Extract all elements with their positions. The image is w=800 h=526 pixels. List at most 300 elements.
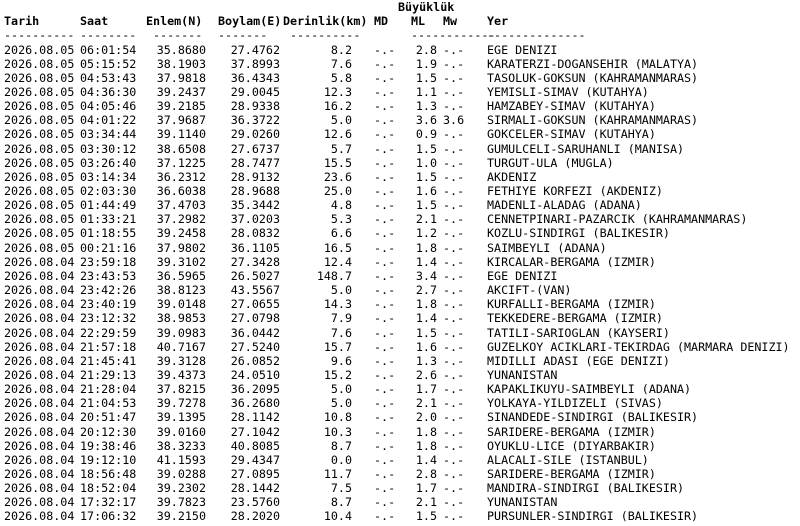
ml-cell: 1.7 bbox=[415, 481, 437, 496]
date-cell: 2026.08.05 bbox=[4, 141, 75, 156]
latitude-cell: 38.6508 bbox=[156, 141, 206, 156]
header-date: Tarih bbox=[4, 14, 40, 28]
separator-depth: ---------- bbox=[290, 28, 361, 42]
date-cell: 2026.08.04 bbox=[4, 254, 75, 269]
date-cell: 2026.08.04 bbox=[4, 382, 75, 397]
longitude-cell: 27.0655 bbox=[230, 297, 280, 312]
location-cell: KOZLU-SINDIRGI (BALIKESIR) bbox=[487, 226, 670, 241]
location-cell: TURGUT-ULA (MUGLA) bbox=[487, 155, 614, 170]
date-cell: 2026.08.04 bbox=[4, 325, 75, 340]
mw-cell: -.- bbox=[443, 169, 465, 184]
separator-time: -------- bbox=[80, 28, 137, 42]
location-cell: SARIDERE-BERGAMA (IZMIR) bbox=[487, 467, 656, 481]
time-cell: 01:33:21 bbox=[80, 212, 137, 227]
ml-cell: 1.9 bbox=[415, 56, 437, 71]
depth-cell: 10.3 bbox=[323, 424, 352, 439]
date-cell: 2026.08.05 bbox=[4, 212, 75, 227]
latitude-cell: 36.5965 bbox=[156, 268, 206, 283]
ml-cell: 3.6 bbox=[415, 113, 437, 128]
date-cell: 2026.08.05 bbox=[4, 113, 75, 128]
ml-cell: 1.1 bbox=[415, 84, 437, 99]
time-cell: 23:42:26 bbox=[80, 283, 137, 298]
latitude-cell: 37.1225 bbox=[156, 155, 206, 170]
location-cell: SINANDEDE-SINDIRGI (BALIKESIR) bbox=[487, 410, 699, 425]
depth-cell: 5.0 bbox=[330, 382, 352, 397]
latitude-cell: 39.7823 bbox=[156, 495, 206, 510]
time-cell: 23:12:32 bbox=[80, 311, 137, 326]
mw-cell: -.- bbox=[443, 353, 465, 368]
latitude-cell: 39.2458 bbox=[156, 226, 206, 241]
longitude-cell: 36.3722 bbox=[230, 113, 280, 128]
longitude-cell: 26.0852 bbox=[230, 353, 280, 368]
date-cell: 2026.08.04 bbox=[4, 339, 75, 354]
md-cell: -.- bbox=[374, 99, 396, 114]
location-cell: CENNETPINARI-PAZARCIK (KAHRAMANMARAS) bbox=[487, 212, 748, 227]
depth-cell: 7.6 bbox=[330, 325, 352, 340]
latitude-cell: 36.6038 bbox=[156, 184, 206, 198]
separator-latitude: ------- bbox=[153, 28, 203, 42]
time-cell: 04:53:43 bbox=[80, 70, 137, 85]
latitude-cell: 39.2302 bbox=[156, 481, 206, 496]
latitude-cell: 37.4703 bbox=[156, 198, 206, 213]
time-cell: 03:34:44 bbox=[80, 127, 137, 142]
mw-cell: -.- bbox=[443, 84, 465, 99]
ml-cell: 1.0 bbox=[415, 155, 437, 170]
date-cell: 2026.08.04 bbox=[4, 509, 75, 524]
mw-cell: 3.6 bbox=[443, 113, 465, 128]
depth-cell: 5.3 bbox=[330, 212, 352, 227]
date-cell: 2026.08.05 bbox=[4, 56, 75, 71]
latitude-cell: 36.2312 bbox=[156, 169, 206, 184]
longitude-cell: 28.9338 bbox=[230, 99, 280, 114]
latitude-cell: 39.7278 bbox=[156, 396, 206, 411]
md-cell: -.- bbox=[374, 396, 396, 411]
depth-cell: 5.0 bbox=[330, 113, 352, 128]
longitude-cell: 27.1042 bbox=[230, 424, 280, 439]
time-cell: 01:18:55 bbox=[80, 226, 137, 241]
time-cell: 23:43:53 bbox=[80, 268, 137, 283]
time-cell: 18:52:04 bbox=[80, 481, 137, 496]
longitude-cell: 35.3442 bbox=[230, 198, 280, 213]
mw-cell: -.- bbox=[443, 509, 465, 524]
longitude-cell: 27.0895 bbox=[230, 467, 280, 481]
longitude-cell: 28.1142 bbox=[230, 410, 280, 425]
ml-cell: 1.8 bbox=[415, 240, 437, 255]
latitude-cell: 39.3102 bbox=[156, 254, 206, 269]
date-cell: 2026.08.04 bbox=[4, 467, 75, 481]
location-cell: YUNANISTAN bbox=[487, 367, 558, 382]
column-header-row bbox=[0, 14, 509, 28]
location-cell: PURSUNLER-SINDIRGI (BALIKESIR) bbox=[487, 509, 699, 524]
location-cell: KARATERZI-DOGANSEHIR (MALATYA) bbox=[487, 56, 699, 71]
md-cell: -.- bbox=[374, 169, 396, 184]
time-cell: 21:29:13 bbox=[80, 367, 137, 382]
location-cell: FETHIYE KORFEZI (AKDENIZ) bbox=[487, 184, 663, 198]
location-cell: MANDIRA-SINDIRGI (BALIKESIR) bbox=[487, 481, 685, 496]
longitude-cell: 27.5240 bbox=[230, 339, 280, 354]
longitude-cell: 28.9688 bbox=[230, 184, 280, 198]
header-md: MD bbox=[374, 14, 389, 28]
date-cell: 2026.08.04 bbox=[4, 452, 75, 467]
location-cell: KURFALLI-BERGAMA (IZMIR) bbox=[487, 297, 656, 312]
latitude-cell: 40.7167 bbox=[156, 339, 206, 354]
depth-cell: 16.5 bbox=[323, 240, 352, 255]
separator-row bbox=[0, 28, 586, 42]
mw-cell: -.- bbox=[443, 42, 465, 57]
date-cell: 2026.08.04 bbox=[4, 283, 75, 298]
depth-cell: 9.6 bbox=[330, 353, 352, 368]
longitude-cell: 36.1105 bbox=[230, 240, 280, 255]
ml-cell: 2.1 bbox=[415, 396, 437, 411]
ml-cell: 1.5 bbox=[415, 509, 437, 524]
date-cell: 2026.08.04 bbox=[4, 268, 75, 283]
longitude-cell: 29.0260 bbox=[230, 127, 280, 142]
mw-cell: -.- bbox=[443, 70, 465, 85]
time-cell: 22:29:59 bbox=[80, 325, 137, 340]
depth-cell: 148.7 bbox=[316, 268, 352, 283]
header-longitude: Boylam(E) bbox=[218, 14, 282, 28]
mw-cell: -.- bbox=[443, 467, 465, 481]
md-cell: -.- bbox=[374, 339, 396, 354]
mw-cell: -.- bbox=[443, 339, 465, 354]
time-cell: 23:59:18 bbox=[80, 254, 137, 269]
latitude-cell: 39.1395 bbox=[156, 410, 206, 425]
longitude-cell: 28.0832 bbox=[230, 226, 280, 241]
ml-cell: 1.4 bbox=[415, 311, 437, 326]
mw-cell: -.- bbox=[443, 99, 465, 114]
date-cell: 2026.08.05 bbox=[4, 155, 75, 170]
header-ml: ML bbox=[411, 14, 426, 28]
location-cell: TASOLUK-GOKSUN (KAHRAMANMARAS) bbox=[487, 70, 699, 85]
longitude-cell: 28.2020 bbox=[230, 509, 280, 524]
ml-cell: 2.1 bbox=[415, 495, 437, 510]
md-cell: -.- bbox=[374, 84, 396, 99]
depth-cell: 10.4 bbox=[323, 509, 352, 524]
mw-cell: -.- bbox=[443, 198, 465, 213]
location-cell: ALACALI-SILE (ISTANBUL) bbox=[487, 452, 649, 467]
time-cell: 21:28:04 bbox=[80, 382, 137, 397]
mw-cell: -.- bbox=[443, 311, 465, 326]
location-cell: YUNANISTAN bbox=[487, 495, 558, 510]
ml-cell: 1.5 bbox=[415, 198, 437, 213]
time-cell: 01:44:49 bbox=[80, 198, 137, 213]
date-cell: 2026.08.04 bbox=[4, 297, 75, 312]
latitude-cell: 38.3233 bbox=[156, 438, 206, 453]
latitude-cell: 39.0288 bbox=[156, 467, 206, 481]
ml-cell: 1.4 bbox=[415, 452, 437, 467]
longitude-cell: 27.3428 bbox=[230, 254, 280, 269]
time-cell: 02:03:30 bbox=[80, 184, 137, 198]
md-cell: -.- bbox=[374, 155, 396, 170]
location-cell: MIDILLI ADASI (EGE DENIZI) bbox=[487, 353, 670, 368]
time-cell: 03:26:40 bbox=[80, 155, 137, 170]
mw-cell: -.- bbox=[443, 240, 465, 255]
ml-cell: 1.5 bbox=[415, 325, 437, 340]
latitude-cell: 41.1593 bbox=[156, 452, 206, 467]
ml-cell: 1.5 bbox=[415, 169, 437, 184]
time-cell: 19:12:10 bbox=[80, 452, 137, 467]
time-cell: 17:32:17 bbox=[80, 495, 137, 510]
latitude-cell: 39.2185 bbox=[156, 99, 206, 114]
time-cell: 00:21:16 bbox=[80, 240, 137, 255]
mw-cell: -.- bbox=[443, 212, 465, 227]
time-cell: 04:01:22 bbox=[80, 113, 137, 128]
latitude-cell: 39.0160 bbox=[156, 424, 206, 439]
md-cell: -.- bbox=[374, 297, 396, 312]
location-cell: YEMISLI-SIMAV (KUTAHYA) bbox=[487, 84, 649, 99]
date-cell: 2026.08.05 bbox=[4, 70, 75, 85]
mw-cell: -.- bbox=[443, 283, 465, 298]
mw-cell: -.- bbox=[443, 396, 465, 411]
depth-cell: 6.6 bbox=[330, 226, 352, 241]
depth-cell: 0.0 bbox=[330, 452, 352, 467]
depth-cell: 10.8 bbox=[323, 410, 352, 425]
depth-cell: 5.0 bbox=[330, 283, 352, 298]
ml-cell: 1.6 bbox=[415, 184, 437, 198]
longitude-cell: 36.0442 bbox=[230, 325, 280, 340]
md-cell: -.- bbox=[374, 226, 396, 241]
latitude-cell: 39.2437 bbox=[156, 84, 206, 99]
location-cell: SIRMALI-GOKSUN (KAHRAMANMARAS) bbox=[487, 113, 699, 128]
ml-cell: 3.4 bbox=[415, 268, 437, 283]
time-cell: 21:45:41 bbox=[80, 353, 137, 368]
mw-cell: -.- bbox=[443, 297, 465, 312]
md-cell: -.- bbox=[374, 481, 396, 496]
longitude-cell: 27.4762 bbox=[230, 42, 280, 57]
date-cell: 2026.08.04 bbox=[4, 438, 75, 453]
location-cell: HAMZABEY-SIMAV (KUTAHYA) bbox=[487, 99, 656, 114]
separator-magnitude: ------------ bbox=[411, 28, 496, 42]
ml-cell: 0.9 bbox=[415, 127, 437, 142]
longitude-cell: 36.2680 bbox=[230, 396, 280, 411]
latitude-cell: 39.4373 bbox=[156, 367, 206, 382]
longitude-cell: 36.2095 bbox=[230, 382, 280, 397]
md-cell: -.- bbox=[374, 495, 396, 510]
depth-cell: 12.3 bbox=[323, 84, 352, 99]
md-cell: -.- bbox=[374, 353, 396, 368]
depth-cell: 12.4 bbox=[323, 254, 352, 269]
date-cell: 2026.08.04 bbox=[4, 396, 75, 411]
mw-cell: -.- bbox=[443, 254, 465, 269]
time-cell: 20:12:30 bbox=[80, 424, 137, 439]
separator-longitude: ------- bbox=[218, 28, 268, 42]
depth-cell: 8.7 bbox=[330, 438, 352, 453]
date-cell: 2026.08.04 bbox=[4, 424, 75, 439]
ml-cell: 2.8 bbox=[415, 467, 437, 481]
time-cell: 19:38:46 bbox=[80, 438, 137, 453]
location-cell: EGE DENIZI bbox=[487, 42, 558, 57]
time-cell: 21:57:18 bbox=[80, 339, 137, 354]
date-cell: 2026.08.04 bbox=[4, 367, 75, 382]
location-cell: GUZELKOY ACIKLARI-TEKIRDAG (MARMARA DENIZI) bbox=[487, 339, 790, 354]
time-cell: 18:56:48 bbox=[80, 467, 137, 481]
mw-cell: -.- bbox=[443, 268, 465, 283]
md-cell: -.- bbox=[374, 141, 396, 156]
time-cell: 23:40:19 bbox=[80, 297, 137, 312]
time-cell: 17:06:32 bbox=[80, 509, 137, 524]
date-cell: 2026.08.05 bbox=[4, 127, 75, 142]
md-cell: -.- bbox=[374, 240, 396, 255]
latitude-cell: 35.8680 bbox=[156, 42, 206, 57]
date-cell: 2026.08.04 bbox=[4, 311, 75, 326]
latitude-cell: 37.9818 bbox=[156, 70, 206, 85]
longitude-cell: 37.8993 bbox=[230, 56, 280, 71]
depth-cell: 14.3 bbox=[323, 297, 352, 312]
mw-cell: -.- bbox=[443, 481, 465, 496]
mw-cell: -.- bbox=[443, 127, 465, 142]
longitude-cell: 37.0203 bbox=[230, 212, 280, 227]
time-cell: 06:01:54 bbox=[80, 42, 137, 57]
date-cell: 2026.08.05 bbox=[4, 42, 75, 57]
latitude-cell: 37.9802 bbox=[156, 240, 206, 255]
time-cell: 04:05:46 bbox=[80, 99, 137, 114]
date-cell: 2026.08.05 bbox=[4, 226, 75, 241]
longitude-cell: 43.5567 bbox=[230, 283, 280, 298]
ml-cell: 1.3 bbox=[415, 99, 437, 114]
mw-cell: -.- bbox=[443, 452, 465, 467]
depth-cell: 7.5 bbox=[330, 481, 352, 496]
md-cell: -.- bbox=[374, 42, 396, 57]
location-cell: KAPAKLIKUYU-SAIMBEYLI (ADANA) bbox=[487, 382, 692, 397]
separator-location: -------------- bbox=[487, 28, 586, 42]
md-cell: -.- bbox=[374, 382, 396, 397]
date-cell: 2026.08.04 bbox=[4, 495, 75, 510]
mw-cell: -.- bbox=[443, 184, 465, 198]
ml-cell: 1.2 bbox=[415, 226, 437, 241]
location-cell: TEKKEDERE-BERGAMA (IZMIR) bbox=[487, 311, 663, 326]
depth-cell: 4.8 bbox=[330, 198, 352, 213]
longitude-cell: 29.4347 bbox=[230, 452, 280, 467]
latitude-cell: 39.0148 bbox=[156, 297, 206, 312]
time-cell: 05:15:52 bbox=[80, 56, 137, 71]
mw-cell: -.- bbox=[443, 141, 465, 156]
latitude-cell: 38.1903 bbox=[156, 56, 206, 71]
longitude-cell: 28.1442 bbox=[230, 481, 280, 496]
md-cell: -.- bbox=[374, 438, 396, 453]
depth-cell: 15.2 bbox=[323, 367, 352, 382]
location-cell: EGE DENIZI bbox=[487, 268, 558, 283]
location-cell: MADENLI-ALADAG (ADANA) bbox=[487, 198, 642, 213]
longitude-cell: 36.4343 bbox=[230, 70, 280, 85]
date-cell: 2026.08.04 bbox=[4, 481, 75, 496]
md-cell: -.- bbox=[374, 212, 396, 227]
depth-cell: 23.6 bbox=[323, 169, 352, 184]
time-cell: 20:51:47 bbox=[80, 410, 137, 425]
ml-cell: 1.5 bbox=[415, 70, 437, 85]
md-cell: -.- bbox=[374, 113, 396, 128]
date-cell: 2026.08.05 bbox=[4, 84, 75, 99]
depth-cell: 5.0 bbox=[330, 396, 352, 411]
md-cell: -.- bbox=[374, 254, 396, 269]
mw-cell: -.- bbox=[443, 495, 465, 510]
mw-cell: -.- bbox=[443, 382, 465, 397]
ml-cell: 1.6 bbox=[415, 339, 437, 354]
latitude-cell: 39.3128 bbox=[156, 353, 206, 368]
md-cell: -.- bbox=[374, 198, 396, 213]
date-cell: 2026.08.05 bbox=[4, 198, 75, 213]
depth-cell: 25.0 bbox=[323, 184, 352, 198]
depth-cell: 7.6 bbox=[330, 56, 352, 71]
ml-cell: 1.7 bbox=[415, 382, 437, 397]
longitude-cell: 26.5027 bbox=[230, 268, 280, 283]
longitude-cell: 29.0045 bbox=[230, 84, 280, 99]
ml-cell: 2.6 bbox=[415, 367, 437, 382]
latitude-cell: 37.2982 bbox=[156, 212, 206, 227]
header-latitude: Enlem(N) bbox=[146, 14, 203, 28]
time-cell: 04:36:30 bbox=[80, 84, 137, 99]
mw-cell: -.- bbox=[443, 438, 465, 453]
ml-cell: 1.8 bbox=[415, 424, 437, 439]
longitude-cell: 28.9132 bbox=[230, 169, 280, 184]
location-cell: YOLKAYA-YILDIZELI (SIVAS) bbox=[487, 396, 663, 411]
ml-cell: 1.8 bbox=[415, 438, 437, 453]
mw-cell: -.- bbox=[443, 155, 465, 170]
location-cell: SARIDERE-BERGAMA (IZMIR) bbox=[487, 424, 656, 439]
depth-cell: 16.2 bbox=[323, 99, 352, 114]
depth-cell: 8.7 bbox=[330, 495, 352, 510]
location-cell: GOKCELER-SIMAV (KUTAHYA) bbox=[487, 127, 656, 142]
header-depth: Derinlik(km) bbox=[283, 14, 368, 28]
date-cell: 2026.08.05 bbox=[4, 240, 75, 255]
location-cell: GUMULCELI-SARUHANLI (MANISA) bbox=[487, 141, 685, 156]
time-cell: 21:04:53 bbox=[80, 396, 137, 411]
depth-cell: 12.6 bbox=[323, 127, 352, 142]
ml-cell: 2.8 bbox=[415, 42, 437, 57]
location-cell: OYUKLU-LICE (DIYARBAKIR) bbox=[487, 438, 656, 453]
mw-cell: -.- bbox=[443, 56, 465, 71]
latitude-cell: 37.9687 bbox=[156, 113, 206, 128]
md-cell: -.- bbox=[374, 467, 396, 481]
depth-cell: 15.7 bbox=[323, 339, 352, 354]
location-cell: KIRCALAR-BERGAMA (IZMIR) bbox=[487, 254, 656, 269]
md-cell: -.- bbox=[374, 424, 396, 439]
longitude-cell: 27.0798 bbox=[230, 311, 280, 326]
ml-cell: 1.5 bbox=[415, 141, 437, 156]
date-cell: 2026.08.05 bbox=[4, 99, 75, 114]
ml-cell: 2.0 bbox=[415, 410, 437, 425]
location-cell: TATILI-SARIOGLAN (KAYSERI) bbox=[487, 325, 670, 340]
ml-cell: 1.3 bbox=[415, 353, 437, 368]
md-cell: -.- bbox=[374, 367, 396, 382]
depth-cell: 15.5 bbox=[323, 155, 352, 170]
md-cell: -.- bbox=[374, 311, 396, 326]
header-mw: Mw bbox=[443, 14, 458, 28]
depth-cell: 8.2 bbox=[330, 42, 352, 57]
longitude-cell: 28.7477 bbox=[230, 155, 280, 170]
time-cell: 03:14:34 bbox=[80, 169, 137, 184]
header-location: Yer bbox=[487, 14, 509, 28]
date-cell: 2026.08.05 bbox=[4, 169, 75, 184]
magnitude-group-title: Büyüklük bbox=[398, 0, 455, 14]
longitude-cell: 40.8085 bbox=[230, 438, 280, 453]
depth-cell: 7.9 bbox=[330, 311, 352, 326]
date-cell: 2026.08.05 bbox=[4, 184, 75, 198]
md-cell: -.- bbox=[374, 56, 396, 71]
md-cell: -.- bbox=[374, 325, 396, 340]
md-cell: -.- bbox=[374, 268, 396, 283]
depth-cell: 5.8 bbox=[330, 70, 352, 85]
header-time: Saat bbox=[80, 14, 109, 28]
mw-cell: -.- bbox=[443, 367, 465, 382]
latitude-cell: 39.1140 bbox=[156, 127, 206, 142]
depth-cell: 5.7 bbox=[330, 141, 352, 156]
longitude-cell: 23.5760 bbox=[230, 495, 280, 510]
date-cell: 2026.08.04 bbox=[4, 353, 75, 368]
ml-cell: 2.7 bbox=[415, 283, 437, 298]
time-cell: 03:30:12 bbox=[80, 141, 137, 156]
md-cell: -.- bbox=[374, 452, 396, 467]
location-cell: SAIMBEYLI (ADANA) bbox=[487, 240, 607, 255]
